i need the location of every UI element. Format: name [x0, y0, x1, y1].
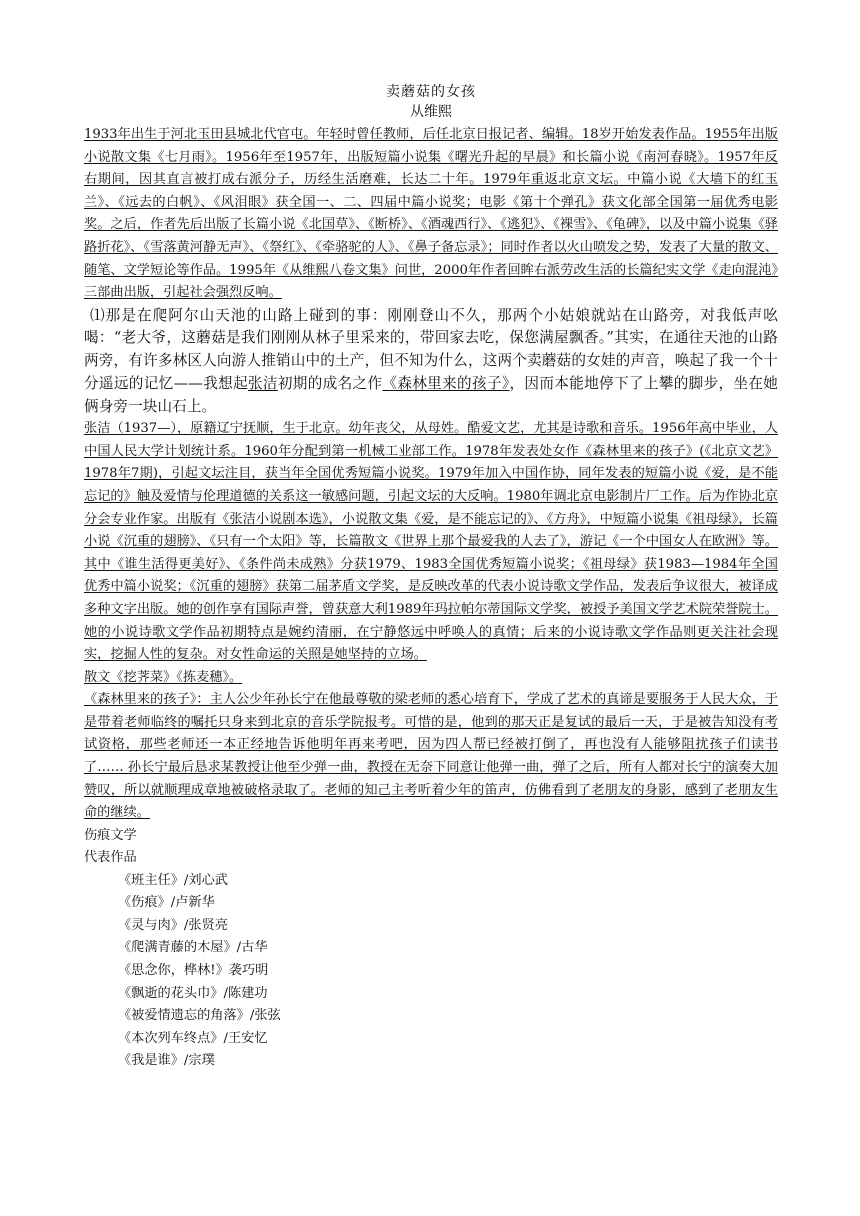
document-page: [84, 82, 778, 1073]
list-item: 《思念你，桦林!》袭巧明: [118, 962, 269, 978]
section-heading: 伤痕文学: [84, 827, 137, 843]
list-item: 《伤痕》/卢新华: [118, 895, 215, 911]
works-heading: 代表作品: [84, 850, 137, 866]
excerpt-lead: ⑴那是在爬阿尔山天池的山路上碰到的事：刚刚登山不久，那两个小姑娘就站在山路旁，对我低声吆喝：“老大爷，这蘑菇是我们刚刚从林子里采来的，带回家去吃，保您满屋飘香。”其实，在通往天池的山路两旁，有许多林区人向游人推销山中的土产，但不知为什么，这两个卖蘑菇的女娃的声音，唤起了我一个十分遥远的记忆——我想起: [84, 306, 778, 392]
article-author: 从维熙: [410, 104, 452, 120]
list-item: 《本次列车终点》/王安忆: [118, 1030, 268, 1046]
author-bio-note: 1933年出生于河北玉田县城北代官屯。年轻时曾任教师，后任北京日报记者、编辑。18岁开始发表作品。1955年出版小说散文集《七月雨》。1956年至1957年，出版短篇小说集《曙光升起的早晨》和长篇小说《南河春晓》。1957年反右期间，因其直言被打成右派分子，历经生活磨难，长达二十年。1979年重返北京文坛。中篇小说《大墙下的红玉兰》、《远去的白帆》、《风泪眼》获全国一、二、四届中篇小说奖；电影《第十个弹孔》获文化部全国第一届优秀电影奖。之后，作者先后出版了长篇小说《北国草》、《断桥》、《酒魂西行》、《逃犯》、《裸雪》、《龟碑》，以及中篇小说集《驿路折花》、《雪落黄河静无声》、《祭红》、《牵骆驼的人》、《鼻子备忘录》；同时作者以火山喷发之势，发表了大量的散文、随笔、文学短论等作品。1995年《从维熙八卷文集》问世，2000年作者回眸右派劳改生活的长篇纪实文学《走向混沌》三部曲出版，引起社会强烈反响。: [84, 127, 778, 301]
story-summary-note: 《森林里来的孩子》：主人公少年孙长宁在他最尊敬的梁老师的悉心培育下，学成了艺术的真谛是要服务于人民大众，于是带着老师临终的嘱托只身来到北京的音乐学院报考。可惜的是，他到的那天正是复试的最后一天，于是被告知没有考试资格，那些老师还一本正经地告诉他明年再来考吧，因为四人帮已经被打倒了，再也没有人能够阻扰孩子们读书了…… 孙长宁最后恳求某教授让他至少弹一曲，教授在无奈下同意让他弹一曲，弹了之后，所有人都对长宁的演奏大加赞叹，所以就顺理成章地被破格录取了。老师的知己主考听着少年的笛声，仿佛看到了老朋友的身影，感到了老朋友生命的继续。: [84, 692, 778, 821]
zhangjie-bio-note: 张洁（1937—），原籍辽宁抚顺，生于北京。幼年丧父，从母姓。酷爱文艺，尤其是诗歌和音乐。1956年高中毕业，人中国人民大学计划统计系。1960年分配到第一机械工业部工作。1978年发表处女作《森林里来的孩子》(《北京文艺》1978年7期)，引起文坛注目，获当年全国优秀短篇小说奖。1979年加入中国作协，同年发表的短篇小说《爱，是不能忘记的》触及爱情与伦理道德的关系这一敏感问题，引起文坛的大反响。1980年调北京电影制片厂工作。后为作协北京分会专业作家。出版有《张洁小说剧本选》，小说散文集《爱，是不能忘记的》、《方舟》，中短篇小说集《祖母绿》，长篇小说《沉重的翅膀》、《只有一个太阳》等，长篇散文《世界上那个最爱我的人去了》，游记《一个中国女人在欧洲》等。其中《谁生活得更美好》、《条件尚未成熟》分获1979、1983全国优秀短篇小说奖；《祖母绿》获1983—1984年全国优秀中篇小说奖；《沉重的翅膀》获第二届茅盾文学奖，是反映改革的代表小说诗歌文学作品，发表后争议很大，被译成多种文字出版。她的创作享有国际声誉，曾获意大利1989年玛拉帕尔蒂国际文学奖，被授予美国文学艺术院荣誉院士。她的小说诗歌文学作品初期特点是婉约清丽，在宁静悠远中呼唤人的真情；后来的小说诗歌文学作品则更关注社会现实，挖掘人性的复杂。对女性命运的关照是她坚持的立场。: [84, 421, 778, 663]
list-item: 《被爱情遗忘的角落》/张弦: [118, 1008, 281, 1024]
list-item: 《爬满青藤的木屋》/古华: [118, 940, 268, 956]
list-item: 《我是谁》/宗璞: [118, 1053, 215, 1069]
list-item: 《灵与肉》/张贤亮: [118, 917, 228, 933]
list-item: 《飘逝的花头巾》/陈建功: [118, 985, 268, 1001]
list-item: 《班主任》/刘心武: [118, 872, 228, 888]
article-title: 卖蘑菇的女孩: [386, 84, 476, 100]
prose-works-line: 散文《挖荠菜》《拣麦穗》。: [84, 669, 243, 685]
story-title-link: 《森林里来的孩子》: [382, 374, 510, 392]
works-list: [84, 870, 778, 1073]
zhangjie-link: 张洁: [248, 374, 278, 392]
excerpt-tail: ，因而本能地停下了上攀的脚步，坐在她俩身旁一块山石上。: [84, 374, 778, 415]
excerpt-middle: 初期的成名之作: [277, 374, 383, 392]
excerpt-paragraph-1: [84, 305, 778, 419]
